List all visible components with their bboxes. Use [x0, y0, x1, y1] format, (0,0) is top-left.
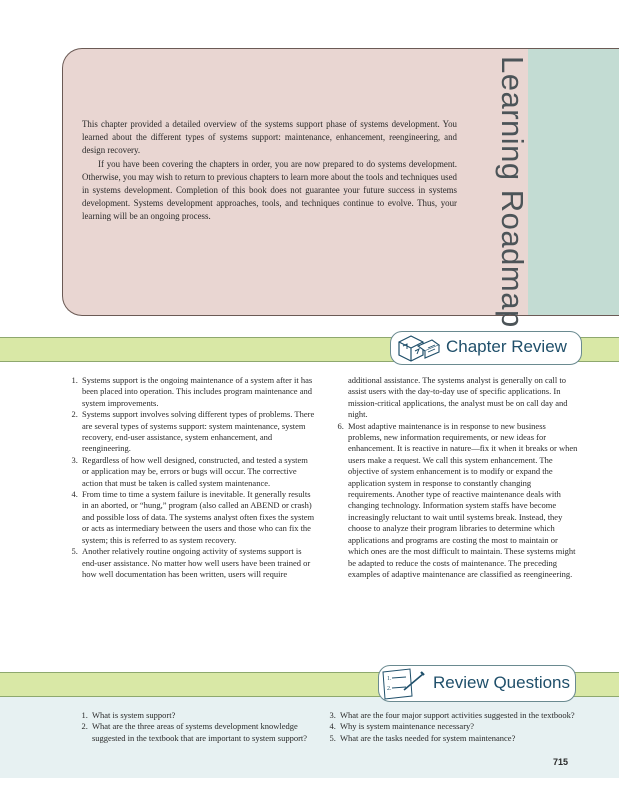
- learning-roadmap-title: Learning Roadmap: [495, 56, 530, 328]
- learning-roadmap-tab: [528, 48, 619, 316]
- review-questions-title: Review Questions: [433, 673, 571, 692]
- checklist-label: 1.: [387, 676, 392, 682]
- chapter-review-item: 1. Systems support is the ongoing maintenance of a system after it has been placed into operation. This includes program maintenance and system improvements.: [80, 375, 316, 409]
- review-question: 2. What are the three areas of systems development knowledge suggested in the textbook that are important to system support?: [90, 721, 318, 744]
- chapter-review-item-continued: additional assistance. The systems analyst is generally on call to assist users with the day-to-day use of specific applications. In mission-critical applications, the analyst must be on call day and night.: [348, 375, 568, 420]
- page-number: 715: [553, 757, 569, 767]
- chapter-review-item: 6. Most adaptive maintenance is in response to new business problems, new information requirements, or new ideas for enhancement. It is reactive in nature—fix it when it breaks or when users make a request. We call this system enhancement. The objective of system enhancement is to modify or expand the application system in response to constantly changing requirements. Another type of reactive maintenance deals with changing technology. Information system staffs have become increasingly reluctant to wait until systems break. Instead, they choose to analyze their program libraries to determine which applications and programs are costing the most to maintain or which ones are the most difficult to maintain. These systems might be adapted to reduce the costs of maintenance. The preceding examples of adaptive maintenance are classified as reengineering.: [346, 421, 578, 581]
- review-question: 3. What are the four major support activities suggested in the textbook?: [338, 710, 578, 721]
- roadmap-paragraph: If you have been covering the chapters in order, you are now prepared to do systems development. Otherwise, you may wish to return to previous chapters to learn more about the tools and techniques used in systems development. Completion of this book does not guarantee your future success in systems development. Systems development approaches, tools, and techniques continue to evolve. Thus, your learning will be an ongoing process.: [82, 158, 457, 222]
- chapter-review-cube-icon: [396, 333, 442, 363]
- review-question: 5. What are the tasks needed for system maintenance?: [338, 733, 578, 744]
- review-question: 1. What is system support?: [90, 710, 318, 721]
- learning-roadmap-text: [82, 118, 457, 224]
- chapter-review-item: 3. Regardless of how well designed, constructed, and tested a system or application may be, errors or bugs will occur. The corrective action that must be taken is called system maintenance.: [80, 455, 316, 489]
- chapter-review-right-column: [328, 375, 578, 580]
- chapter-review-item: 5. Another relatively routine ongoing activity of systems support is end-user assistance. No matter how well users have been trained or how well documentation has been written, users will require: [80, 546, 316, 580]
- review-questions-right-column: [320, 710, 578, 744]
- chapter-review-item: 2. Systems support involves solving different types of problems. There are several types of systems support: system maintenance, system recovery, end-user assistance, system enhancement, and reengineering.: [80, 409, 316, 455]
- learning-roadmap-box: [62, 48, 619, 316]
- review-questions-left-column: [72, 710, 318, 744]
- chapter-review-title: Chapter Review: [446, 337, 567, 356]
- chapter-review-left-column: [62, 375, 316, 580]
- chapter-review-item: 4. From time to time a system failure is inevitable. It generally results in an aborted, or “hung,” program (also called an ABEND or crash) and possible loss of data. The systems analyst often fixes the system or acts as intermediary between the users and those who can fix the system; this is referred to as system recovery.: [80, 489, 316, 546]
- review-question: 4. Why is system maintenance necessary?: [338, 721, 578, 732]
- roadmap-paragraph: This chapter provided a detailed overview of the systems support phase of systems development. You learned about the different types of systems support: maintenance, enhancement, reengineering, and design recovery.: [82, 119, 457, 156]
- review-questions-checklist-icon: [380, 666, 426, 700]
- checklist-label: 2.: [387, 686, 392, 692]
